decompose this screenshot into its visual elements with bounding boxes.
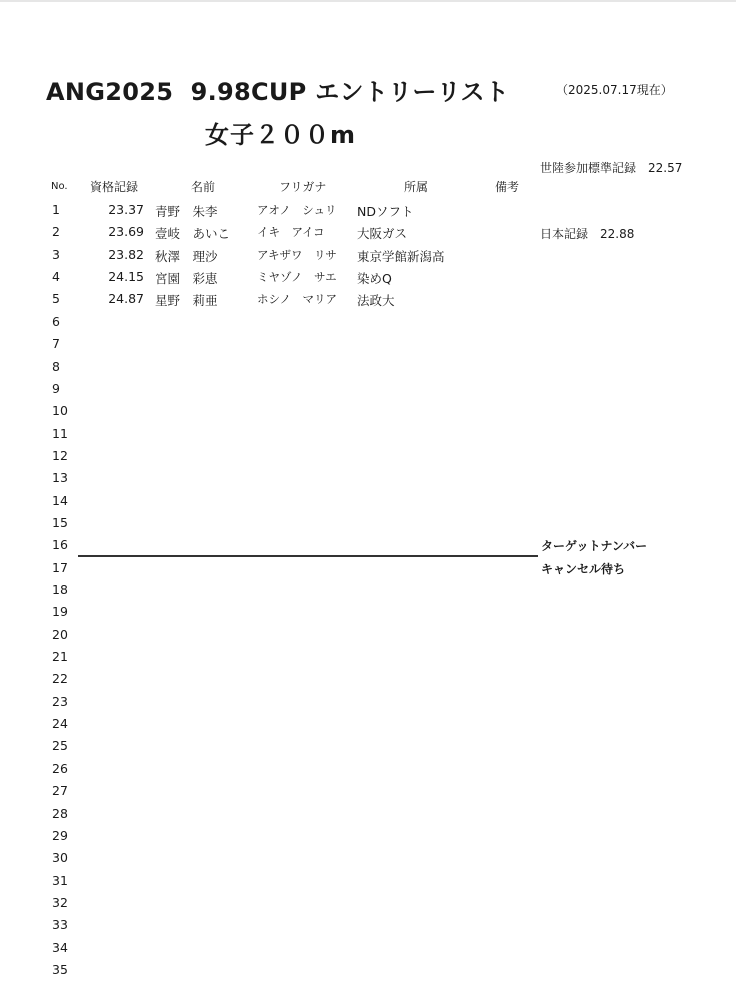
as-of-date: （2025.07.17現在） (556, 83, 673, 97)
target-number-label: ターゲットナンバー (541, 539, 648, 553)
table-row (0, 758, 736, 780)
entry-no: 28 (52, 805, 68, 821)
entry-name: 宮園 彩恵 (155, 271, 218, 287)
target-cutoff-line (78, 555, 538, 557)
table-row (0, 400, 736, 422)
entry-no: 13 (52, 470, 68, 486)
entry-no: 9 (52, 380, 60, 396)
entry-name: 青野 朱李 (155, 204, 218, 219)
japan-record: 日本記録 22.88 (540, 227, 635, 241)
entry-no: 18 (52, 582, 68, 597)
entry-kana: ミヤゾノ サエ (257, 270, 337, 285)
entry-no: 12 (52, 447, 68, 463)
entry-record: 23.69 (108, 224, 144, 240)
table-row (0, 467, 736, 489)
entry-no: 23 (52, 693, 68, 709)
top-border (0, 0, 736, 2)
table-row (0, 668, 736, 690)
header-team: 所属 (404, 180, 429, 194)
table-row (0, 780, 736, 802)
entry-team: 大阪ガス (357, 226, 408, 242)
entry-record: 23.82 (108, 246, 144, 262)
entry-no: 34 (52, 939, 68, 955)
entry-no: 31 (52, 872, 68, 888)
entry-no: 8 (52, 358, 60, 374)
table-row (0, 199, 736, 221)
table-row (0, 803, 736, 825)
table-row (0, 825, 736, 847)
table-row (0, 914, 736, 936)
table-row (0, 579, 736, 601)
entry-no: 21 (52, 649, 68, 664)
entry-no: 15 (52, 514, 68, 530)
entry-team: 法政大 (357, 293, 395, 309)
entry-no: 27 (52, 783, 68, 799)
entry-no: 29 (52, 827, 68, 843)
header-record: 資格記録 (90, 180, 139, 194)
table-row (0, 288, 736, 310)
table-row (0, 624, 736, 646)
header-note: 備考 (495, 180, 520, 194)
header-name: 名前 (191, 180, 216, 194)
entry-no: 11 (52, 425, 68, 441)
entry-no: 26 (52, 760, 68, 776)
entry-record: 23.37 (108, 202, 144, 217)
entry-no: 19 (52, 604, 68, 620)
entry-no: 32 (52, 894, 68, 910)
entry-no: 20 (52, 626, 68, 642)
table-row (0, 959, 736, 981)
table-row (0, 356, 736, 378)
entry-no: 33 (52, 917, 68, 933)
entry-team: NDソフト (357, 204, 414, 219)
entry-name: 星野 莉亜 (155, 293, 218, 309)
entry-no: 4 (52, 269, 60, 285)
entry-no: 24 (52, 716, 68, 732)
event-subtitle: 女子２００m (205, 121, 357, 149)
entry-no: 1 (52, 202, 60, 217)
entry-name: 壹岐 あいこ (155, 226, 231, 242)
header-no: No. (51, 181, 68, 192)
entry-team: 染めQ (357, 271, 392, 287)
world-standard: 世陸参加標準記録 22.57 (540, 161, 683, 175)
table-row (0, 557, 736, 579)
table-row (0, 445, 736, 467)
table-row (0, 847, 736, 869)
entry-kana: イキ アイコ (257, 225, 325, 240)
entry-record: 24.15 (108, 269, 144, 285)
table-row (0, 601, 736, 623)
table-row (0, 892, 736, 914)
table-row (0, 266, 736, 288)
table-row (0, 735, 736, 757)
entry-record: 24.87 (108, 291, 144, 307)
waitlist-label: キャンセル待ち (541, 562, 626, 576)
entry-no: 22 (52, 671, 68, 687)
entry-no: 25 (52, 738, 68, 754)
entry-no: 2 (52, 224, 60, 240)
page-title: ANG2025 9.98CUP エントリーリスト (46, 78, 510, 106)
table-row (0, 713, 736, 735)
entry-no: 10 (52, 403, 68, 419)
table-row (0, 221, 736, 243)
entry-kana: ホシノ マリア (257, 292, 338, 307)
entry-no: 30 (52, 850, 68, 866)
entry-kana: アキザワ リサ (257, 247, 337, 262)
entry-no: 14 (52, 492, 68, 508)
table-row (0, 937, 736, 959)
table-row (0, 870, 736, 892)
entry-no: 16 (52, 537, 68, 553)
entry-kana: アオノ シュリ (257, 203, 337, 217)
table-row (0, 333, 736, 355)
entry-name: 秋澤 理沙 (155, 248, 218, 264)
entry-no: 35 (52, 961, 68, 977)
entry-no: 17 (52, 559, 68, 575)
table-row (0, 423, 736, 445)
entry-no: 6 (52, 313, 60, 329)
entry-no: 3 (52, 246, 60, 262)
entry-no: 5 (52, 291, 60, 307)
table-row (0, 512, 736, 534)
table-row (0, 244, 736, 266)
table-row (0, 691, 736, 713)
table-row (0, 378, 736, 400)
entry-no: 7 (52, 336, 60, 352)
table-row (0, 646, 736, 668)
header-kana: フリガナ (279, 180, 327, 194)
table-row (0, 490, 736, 512)
entry-team: 東京学館新潟高 (357, 248, 445, 264)
table-row (0, 311, 736, 333)
